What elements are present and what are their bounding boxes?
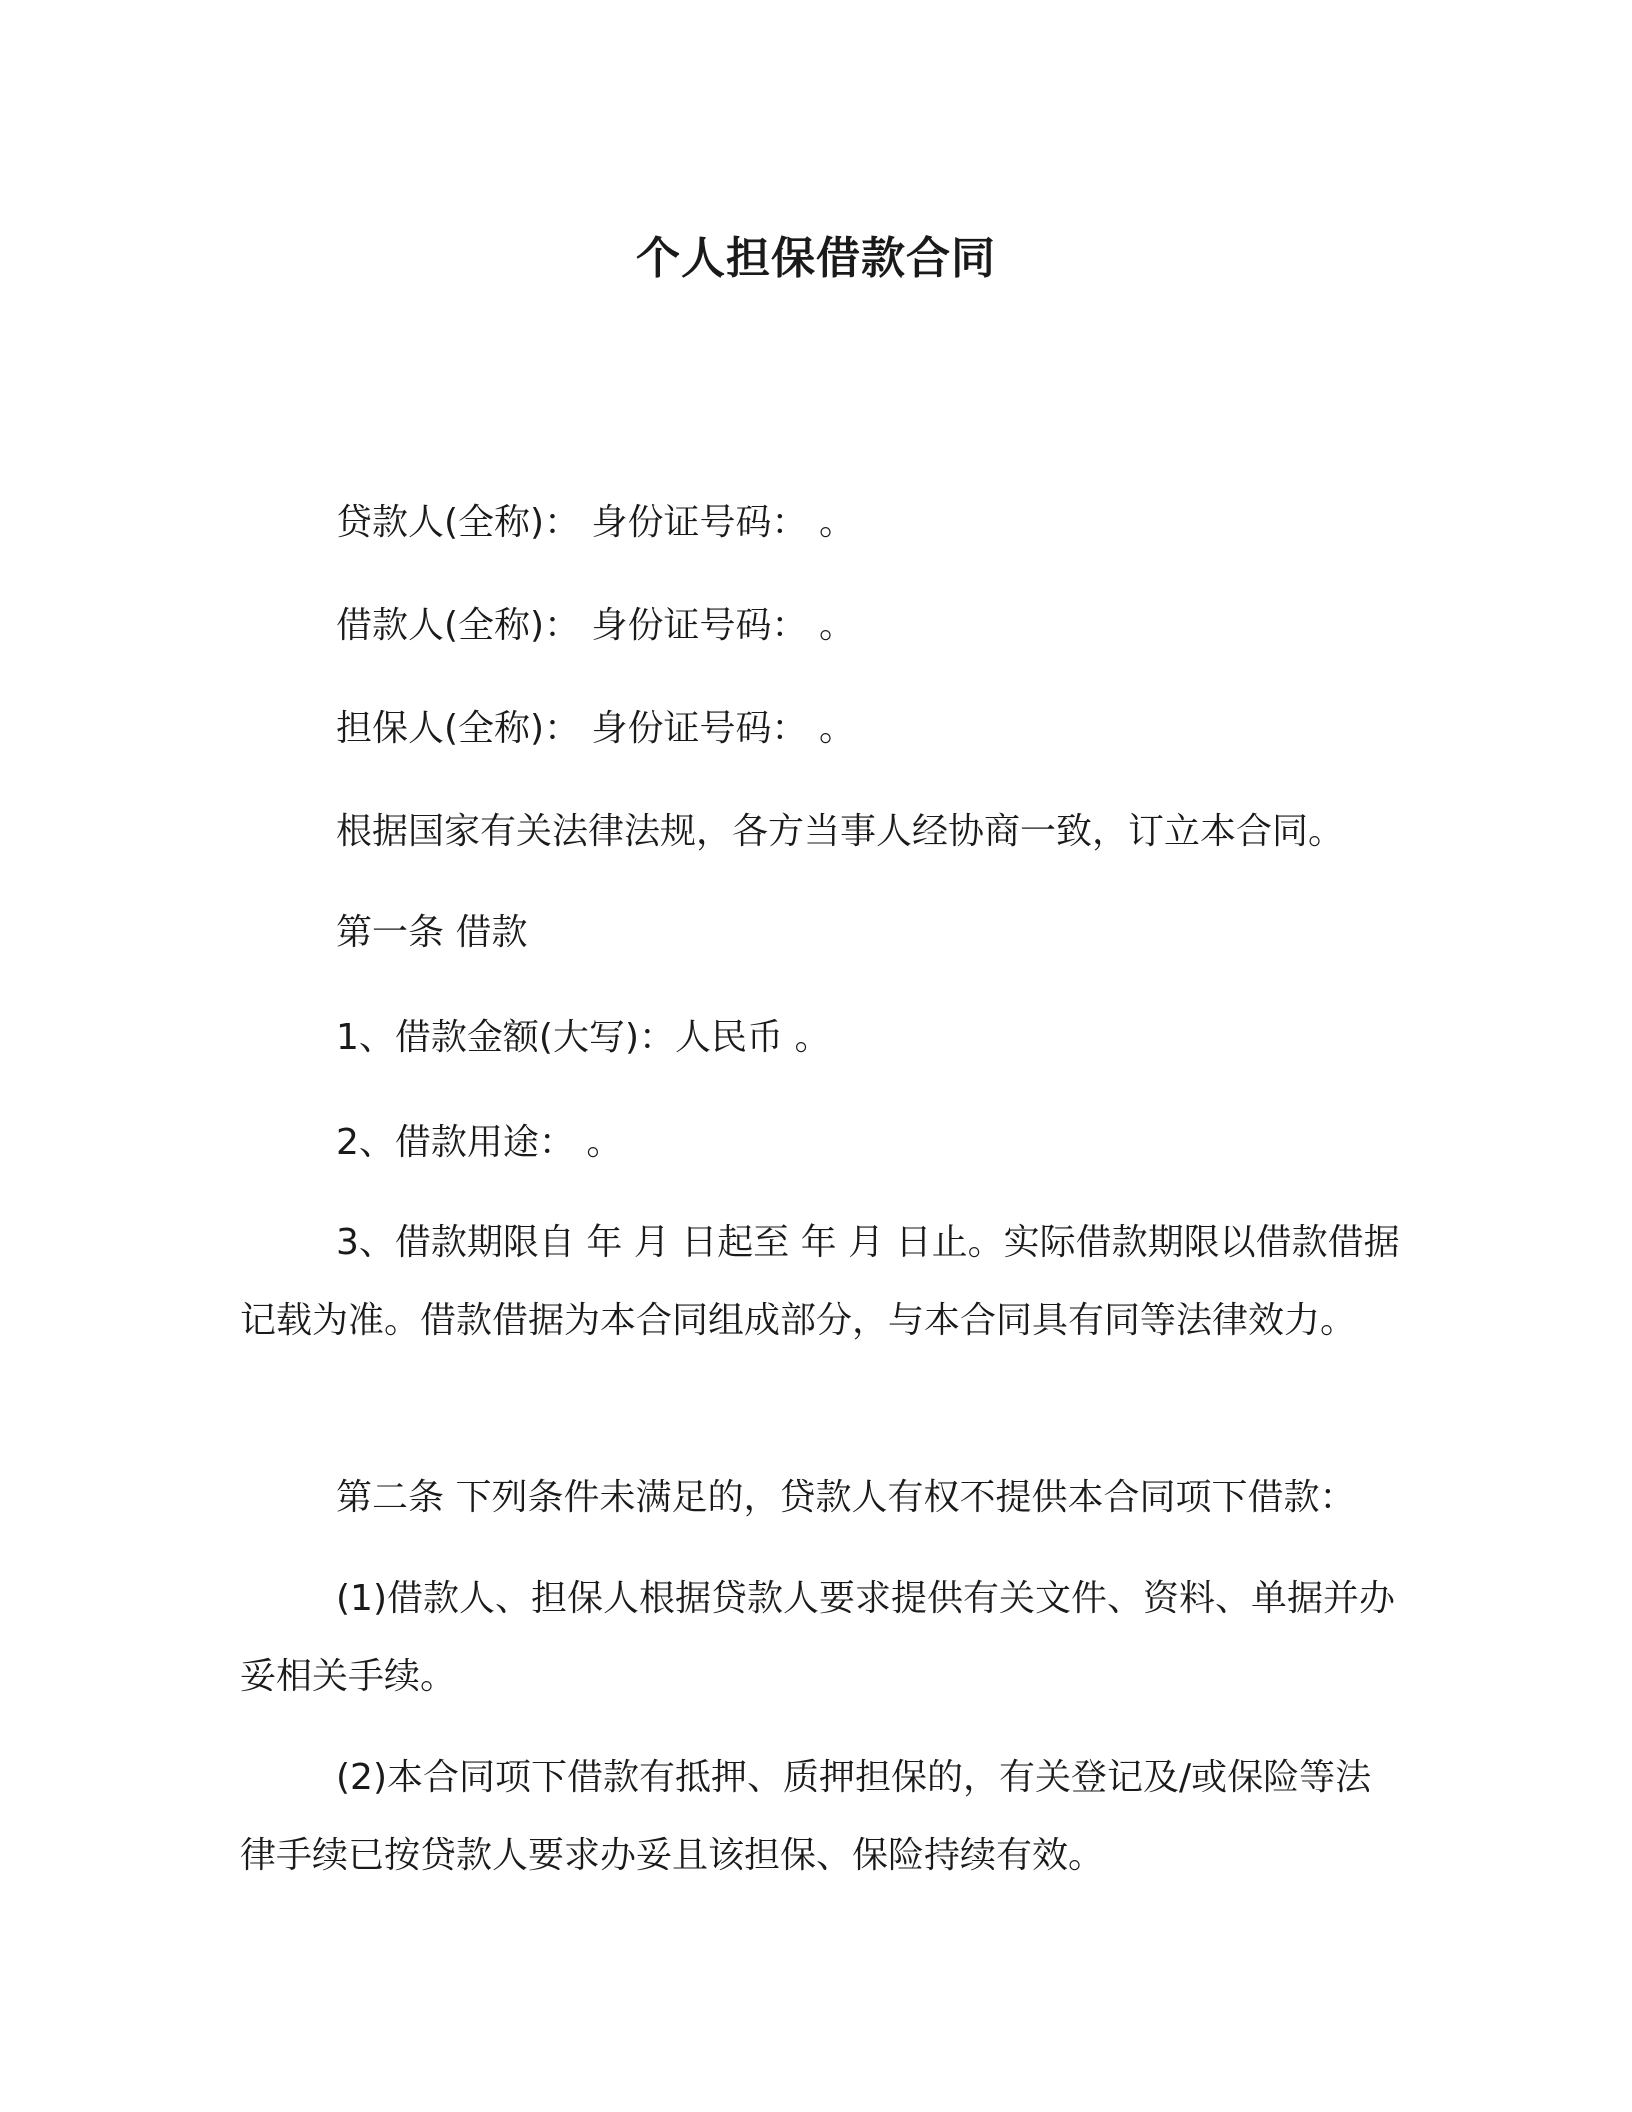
article-2-heading: 第二条 下列条件未满足的，贷款人有权不提供本合同项下借款：	[336, 1477, 1356, 1518]
condition-2-clause: (2)本合同项下借款有抵押、质押担保的，有关登记及/或保险等法律手续已按贷款人要求办妥且该担保、保险持续有效。	[240, 1757, 1372, 1876]
borrower-line: 借款人(全称)： 身份证号码： 。	[336, 605, 855, 646]
preamble-paragraph: 根据国家有关法律法规，各方当事人经协商一致，订立本合同。	[336, 811, 1345, 852]
condition-1-clause: (1)借款人、担保人根据贷款人要求提供有关文件、资料、单据并办妥相关手续。	[240, 1578, 1395, 1697]
guarantor-line: 担保人(全称)： 身份证号码： 。	[336, 708, 855, 749]
loan-term-clause: 3、借款期限自 年 月 日起至 年 月 日止。实际借款期限以借款借据记载为准。借款借据为本合同组成部分，与本合同具有同等法律效力。	[240, 1222, 1400, 1341]
article-1-heading: 第一条 借款	[336, 912, 528, 953]
document-title: 个人担保借款合同	[636, 233, 996, 284]
loan-amount-clause: 1、借款金额(大写)：人民币 。	[336, 1017, 831, 1058]
loan-purpose-clause: 2、借款用途： 。	[336, 1122, 623, 1163]
lender-line: 贷款人(全称)： 身份证号码： 。	[336, 502, 855, 543]
